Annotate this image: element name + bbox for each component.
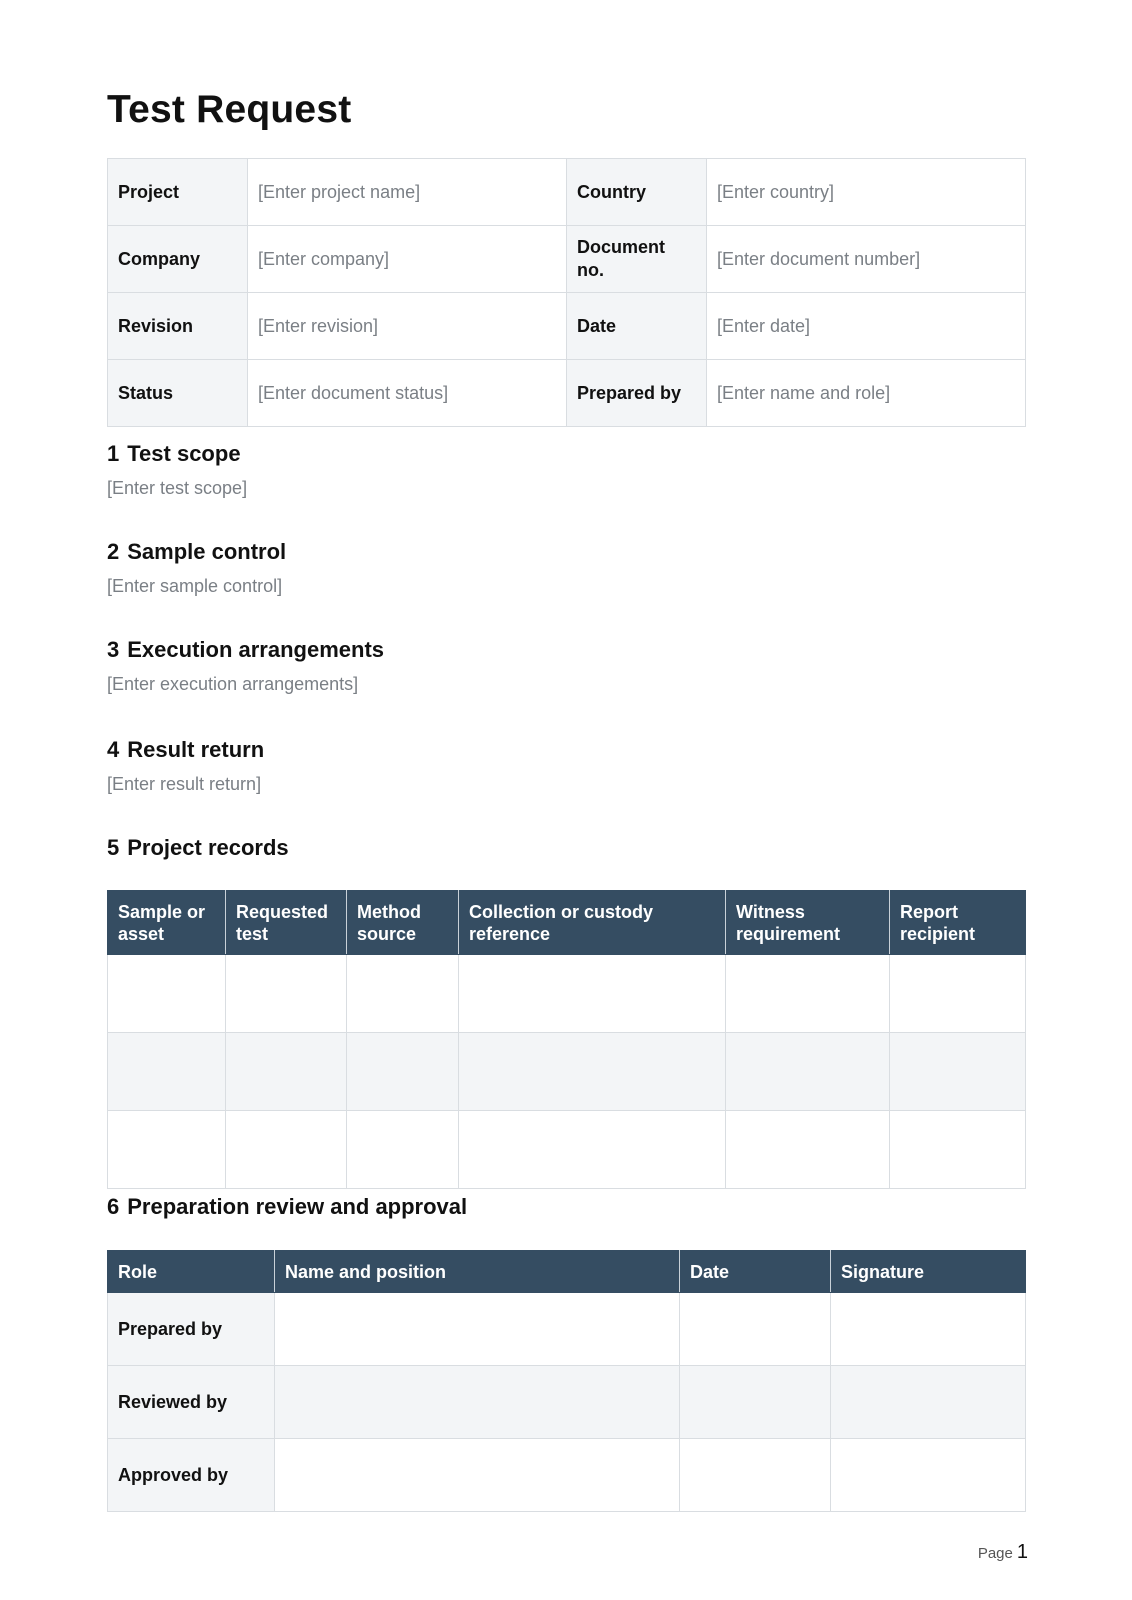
page-label: Page: [977, 1545, 1013, 1562]
section-title: Preparation review and approval: [127, 1194, 468, 1219]
table-row: [108, 1033, 1026, 1111]
prepared-by-field[interactable]: [Enter name and role]: [707, 360, 1026, 427]
table-cell[interactable]: [459, 1111, 726, 1189]
company-field[interactable]: [Enter company]: [248, 226, 567, 293]
document-info-table: [107, 158, 1026, 427]
section-title: Project records: [127, 835, 289, 860]
table-row: [108, 1293, 1026, 1366]
table-cell[interactable]: [347, 955, 459, 1033]
info-label-prepared-by: Prepared by: [567, 360, 707, 427]
table-cell[interactable]: [726, 955, 890, 1033]
info-row: [108, 226, 1026, 293]
table-cell[interactable]: [890, 1033, 1026, 1111]
section-heading-execution-arrangements: [107, 637, 384, 663]
section-number: 4: [107, 737, 120, 762]
table-cell[interactable]: [890, 1111, 1026, 1189]
section-title: Execution arrangements: [127, 637, 384, 662]
signature-cell[interactable]: [831, 1366, 1026, 1439]
section-heading-test-scope: [107, 441, 241, 467]
revision-field[interactable]: [Enter revision]: [248, 293, 567, 360]
column-header: Date: [680, 1251, 831, 1293]
role-label: Prepared by: [108, 1293, 275, 1366]
column-header: Method source: [347, 891, 459, 955]
approval-table: [107, 1250, 1026, 1512]
signature-cell[interactable]: [831, 1439, 1026, 1512]
table-row: [108, 1439, 1026, 1512]
column-header: Witness requirement: [726, 891, 890, 955]
role-label: Approved by: [108, 1439, 275, 1512]
result-return-text[interactable]: [Enter result return]: [107, 774, 262, 794]
date-cell[interactable]: [680, 1293, 831, 1366]
section-heading-sample-control: [107, 539, 286, 565]
column-header: Report recipient: [890, 891, 1026, 955]
table-cell[interactable]: [108, 1111, 226, 1189]
signature-cell[interactable]: [831, 1293, 1026, 1366]
date-field[interactable]: [Enter date]: [707, 293, 1026, 360]
table-cell[interactable]: [890, 955, 1026, 1033]
section-heading-project-records: [107, 835, 289, 861]
role-label: Reviewed by: [108, 1366, 275, 1439]
info-label-company: Company: [108, 226, 248, 293]
table-header-row: [108, 1251, 1026, 1293]
table-cell[interactable]: [726, 1111, 890, 1189]
document-title: Test Request: [107, 88, 352, 131]
sample-control-text[interactable]: [Enter sample control]: [107, 576, 283, 596]
column-header: Collection or custody reference: [459, 891, 726, 955]
section-title: Sample control: [127, 539, 287, 564]
section-heading-result-return: [107, 737, 264, 763]
test-scope-text[interactable]: [Enter test scope]: [107, 478, 248, 498]
document-number-field[interactable]: [Enter document number]: [707, 226, 1026, 293]
section-number: 2: [107, 539, 120, 564]
section-number: 5: [107, 835, 120, 860]
document-status-field[interactable]: [Enter document status]: [248, 360, 567, 427]
table-header-row: [108, 891, 1026, 955]
date-cell[interactable]: [680, 1439, 831, 1512]
info-label-revision: Revision: [108, 293, 248, 360]
section-heading-approval: [107, 1194, 467, 1220]
table-cell[interactable]: [108, 955, 226, 1033]
column-header: Name and position: [275, 1251, 680, 1293]
section-number: 6: [107, 1194, 120, 1219]
info-row: [108, 159, 1026, 226]
table-cell[interactable]: [459, 955, 726, 1033]
section-title: Test scope: [127, 441, 241, 466]
info-label-date: Date: [567, 293, 707, 360]
project-name-field[interactable]: [Enter project name]: [248, 159, 567, 226]
table-cell[interactable]: [226, 1111, 347, 1189]
table-cell[interactable]: [226, 955, 347, 1033]
info-row: [108, 293, 1026, 360]
table-row: [108, 955, 1026, 1033]
table-row: [108, 1366, 1026, 1439]
table-cell[interactable]: [108, 1033, 226, 1111]
column-header: Requested test: [226, 891, 347, 955]
column-header: Role: [108, 1251, 275, 1293]
table-cell[interactable]: [726, 1033, 890, 1111]
name-position-cell[interactable]: [275, 1439, 680, 1512]
info-row: [108, 360, 1026, 427]
info-label-status: Status: [108, 360, 248, 427]
page-number: 1: [1016, 1541, 1028, 1563]
name-position-cell[interactable]: [275, 1293, 680, 1366]
table-cell[interactable]: [226, 1033, 347, 1111]
table-cell[interactable]: [347, 1033, 459, 1111]
execution-arrangements-text[interactable]: [Enter execution arrangements]: [107, 674, 359, 694]
project-records-table: [107, 890, 1026, 1189]
date-cell[interactable]: [680, 1366, 831, 1439]
section-number: 3: [107, 637, 120, 662]
column-header: Sample or asset: [108, 891, 226, 955]
info-label-country: Country: [567, 159, 707, 226]
table-row: [108, 1111, 1026, 1189]
name-position-cell[interactable]: [275, 1366, 680, 1439]
table-cell[interactable]: [347, 1111, 459, 1189]
info-label-document-no: Document no.: [567, 226, 707, 293]
country-field[interactable]: [Enter country]: [707, 159, 1026, 226]
table-cell[interactable]: [459, 1033, 726, 1111]
column-header: Signature: [831, 1251, 1026, 1293]
section-number: 1: [107, 441, 120, 466]
info-label-project: Project: [108, 159, 248, 226]
page-footer: [978, 1541, 1028, 1564]
section-title: Result return: [127, 737, 265, 762]
